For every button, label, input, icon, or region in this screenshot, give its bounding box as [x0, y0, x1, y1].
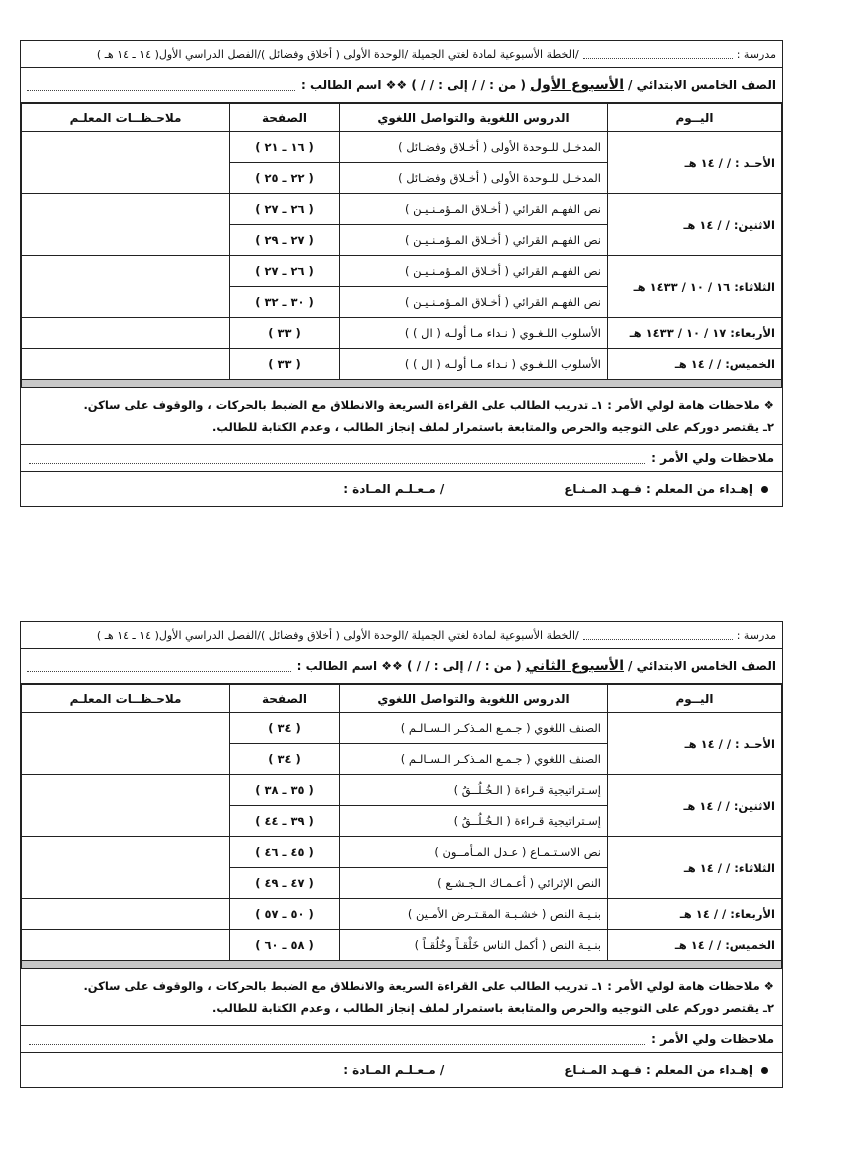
day-cell: الأربعاء: / / ١٤ هـ [608, 899, 782, 930]
lesson-cell: نص الفهـم القرائي ( أخـلاق المـؤمـنـيـن ) [340, 256, 608, 287]
lesson-column-header: الدروس اللغوية والتواصل اللغوي [340, 104, 608, 132]
parent-note-2: ٢ـ يقتصر دوركم على التوجيه والحرص والمتابعة باستمرار لملف إنجاز الطالب ، وعدم الكتابة للطالب. [211, 420, 774, 434]
day-cell: الأحـد : / / ١٤ هـ [608, 713, 782, 775]
lesson-column-header: الدروس اللغوية والتواصل اللغوي [340, 685, 608, 713]
teacher-notes-cell [22, 713, 230, 775]
lesson-cell: إسـتراتيجية قـراءة ( الـخُـلُــقُ ) [340, 775, 608, 806]
parent-note-1: ❖ ملاحظات هامة لولي الأمر : ١ـ تدريب الطالب على القراءة السريعة والانطلاق مع الضبط بالحركات ، والوقوف على ساكن. [83, 398, 774, 412]
school-label: مدرسة : [736, 628, 776, 642]
student-name-dots [27, 661, 291, 672]
weekly-plan-sheet [20, 621, 783, 1088]
sheet-footer [21, 1052, 782, 1087]
page-cell: ( ٣٥ ـ ٣٨ ) [230, 775, 340, 806]
page-cell: ( ٤٥ ـ ٤٦ ) [230, 837, 340, 868]
subject-teacher-label: / مـعـلـم المـادة : [343, 1063, 445, 1077]
day-cell: الاثنين: / / ١٤ هـ [608, 775, 782, 837]
table-header-row [22, 685, 782, 713]
teacher-notes-cell [22, 930, 230, 961]
parent-comment-row [21, 444, 782, 471]
plan-row [22, 194, 782, 225]
plan-row [22, 256, 782, 287]
sheet-header [21, 41, 782, 68]
page-cell: ( ٣٣ ) [230, 349, 340, 380]
grade-label: الصف الخامس الابتدائي / [628, 659, 776, 673]
weekly-plan-sheet [20, 40, 783, 507]
plan-row [22, 349, 782, 380]
bullet-icon [761, 1067, 768, 1074]
lesson-cell: الصنف اللغوي ( جـمـع المـذكـر الـسـالـم ) [340, 713, 608, 744]
dedication-text: إهـداء من المعلم : فـهـد المـنـاع [564, 1063, 753, 1077]
grade-label: الصف الخامس الابتدائي / [628, 78, 776, 92]
day-cell: الخميس: / / ١٤ هـ [608, 930, 782, 961]
page-cell: ( ٣٣ ) [230, 318, 340, 349]
lesson-cell: النص الإثرائي ( أعـمـاك الـجـشـع ) [340, 868, 608, 899]
page-column-header: الصفحة [230, 685, 340, 713]
page-cell: ( ٥٨ ـ ٦٠ ) [230, 930, 340, 961]
dedication-text: إهـداء من المعلم : فـهـد المـنـاع [564, 482, 753, 496]
school-label: مدرسة : [736, 47, 776, 61]
lesson-cell: بنـيـة النص ( خشـبـة المقـتـرض الأمـين ) [340, 899, 608, 930]
page-column-header: الصفحة [230, 104, 340, 132]
plan-title: /الخطة الأسبوعية لمادة لغتي الجميلة /الوحدة الأولى ( أخلاق وفضائل )/الفصل الدراسي الأول( ١٤ ـ ١٤ هـ ) [96, 47, 579, 61]
lesson-cell: إسـتراتيجية قـراءة ( الـخُـلُــقُ ) [340, 806, 608, 837]
subject-teacher-label: / مـعـلـم المـادة : [343, 482, 445, 496]
day-column-header: اليــوم [608, 104, 782, 132]
day-cell: الأربعاء: ١٧ / ١٠ / ١٤٣٣ هـ [608, 318, 782, 349]
plan-row [22, 837, 782, 868]
student-name-dots [27, 80, 295, 91]
page-cell: ( ٣٠ ـ ٣٢ ) [230, 287, 340, 318]
parent-comment-label: ملاحظات ولي الأمر : [651, 451, 774, 465]
plan-row [22, 775, 782, 806]
school-dots [583, 631, 733, 640]
plan-row [22, 930, 782, 961]
day-cell: الثلاثاء: ١٦ / ١٠ / ١٤٣٣ هـ [608, 256, 782, 318]
separator-bar [22, 961, 782, 969]
teacher-notes-cell [22, 318, 230, 349]
teacher-notes-cell [22, 899, 230, 930]
separator-bar [22, 380, 782, 388]
lesson-cell: بنـيـة النص ( أكمل الناس خَلْقـاً وخُلُقـاً ) [340, 930, 608, 961]
plan-row [22, 899, 782, 930]
lesson-cell: الأسلوب اللـغـوي ( نـداء مـا أولـه ( ال ) ) [340, 349, 608, 380]
day-column-header: اليــوم [608, 685, 782, 713]
parent-notes [21, 969, 782, 1025]
date-range: ( من : / / إلى : / / ) ❖❖ اسم الطالب : [300, 78, 527, 92]
parent-comment-row [21, 1025, 782, 1052]
sheet-subheader [21, 68, 782, 103]
page-cell: ( ٢٧ ـ ٢٩ ) [230, 225, 340, 256]
plan-row [22, 318, 782, 349]
teacher-notes-cell [22, 837, 230, 899]
lesson-cell: المدخـل للـوحدة الأولى ( أخـلاق وفضـائل ) [340, 132, 608, 163]
parent-comment-dots [29, 1034, 645, 1045]
lesson-cell: المدخـل للـوحدة الأولى ( أخـلاق وفضـائل ) [340, 163, 608, 194]
day-cell: الخميس: / / ١٤ هـ [608, 349, 782, 380]
table-header-row [22, 104, 782, 132]
plan-table [21, 103, 782, 388]
plan-row [22, 713, 782, 744]
page-cell: ( ٢٦ ـ ٢٧ ) [230, 194, 340, 225]
lesson-cell: نص الفهـم القرائي ( أخـلاق المـؤمـنـيـن ) [340, 287, 608, 318]
page-cell: ( ٣٩ ـ ٤٤ ) [230, 806, 340, 837]
page-cell: ( ٥٠ ـ ٥٧ ) [230, 899, 340, 930]
lesson-cell: نص الفهـم القرائي ( أخـلاق المـؤمـنـيـن ) [340, 194, 608, 225]
parent-note-2: ٢ـ يقتصر دوركم على التوجيه والحرص والمتابعة باستمرار لملف إنجاز الطالب ، وعدم الكتابة للطالب. [211, 1001, 774, 1015]
teacher-notes-cell [22, 349, 230, 380]
page-cell: ( ٣٤ ) [230, 744, 340, 775]
day-cell: الأحـد : / / ١٤ هـ [608, 132, 782, 194]
sheet-header [21, 622, 782, 649]
teacher-notes-cell [22, 194, 230, 256]
notes-column-header: ملاحـظــات المعلـم [22, 104, 230, 132]
teacher-notes-cell [22, 775, 230, 837]
day-cell: الاثنين: / / ١٤ هـ [608, 194, 782, 256]
lesson-cell: الأسلوب اللـغـوي ( نـداء مـا أولـه ( ال ) ) [340, 318, 608, 349]
parent-comment-label: ملاحظات ولي الأمر : [651, 1032, 774, 1046]
lesson-cell: نص الفهـم القرائي ( أخـلاق المـؤمـنـيـن ) [340, 225, 608, 256]
school-dots [583, 50, 733, 59]
bullet-icon [761, 486, 768, 493]
page-cell: ( ٢٦ ـ ٢٧ ) [230, 256, 340, 287]
teacher-notes-cell [22, 256, 230, 318]
date-range: ( من : / / إلى : / / ) ❖❖ اسم الطالب : [296, 659, 522, 673]
day-cell: الثلاثاء: / / ١٤ هـ [608, 837, 782, 899]
parent-note-1: ❖ ملاحظات هامة لولي الأمر : ١ـ تدريب الطالب على القراءة السريعة والانطلاق مع الضبط بالحركات ، والوقوف على ساكن. [83, 979, 774, 993]
parent-notes [21, 388, 782, 444]
week-label: الأسبوع الثاني [525, 658, 625, 674]
page-cell: ( ٣٤ ) [230, 713, 340, 744]
page-cell: ( ١٦ ـ ٢١ ) [230, 132, 340, 163]
plan-row [22, 132, 782, 163]
lesson-cell: الصنف اللغوي ( جـمـع المـذكـر الـسـالـم ) [340, 744, 608, 775]
plan-table [21, 684, 782, 969]
parent-comment-dots [29, 453, 645, 464]
teacher-notes-cell [22, 132, 230, 194]
page-cell: ( ٢٢ ـ ٢٥ ) [230, 163, 340, 194]
plan-title: /الخطة الأسبوعية لمادة لغتي الجميلة /الوحدة الأولى ( أخلاق وفضائل )/الفصل الدراسي الأول( ١٤ ـ ١٤ هـ ) [96, 628, 579, 642]
notes-column-header: ملاحـظــات المعلـم [22, 685, 230, 713]
sheet-subheader [21, 649, 782, 684]
page-cell: ( ٤٧ ـ ٤٩ ) [230, 868, 340, 899]
sheet-footer [21, 471, 782, 506]
lesson-cell: نص الاسـتـمـاع ( عـدل المـأمــون ) [340, 837, 608, 868]
week-label: الأسبوع الأول [530, 77, 625, 93]
